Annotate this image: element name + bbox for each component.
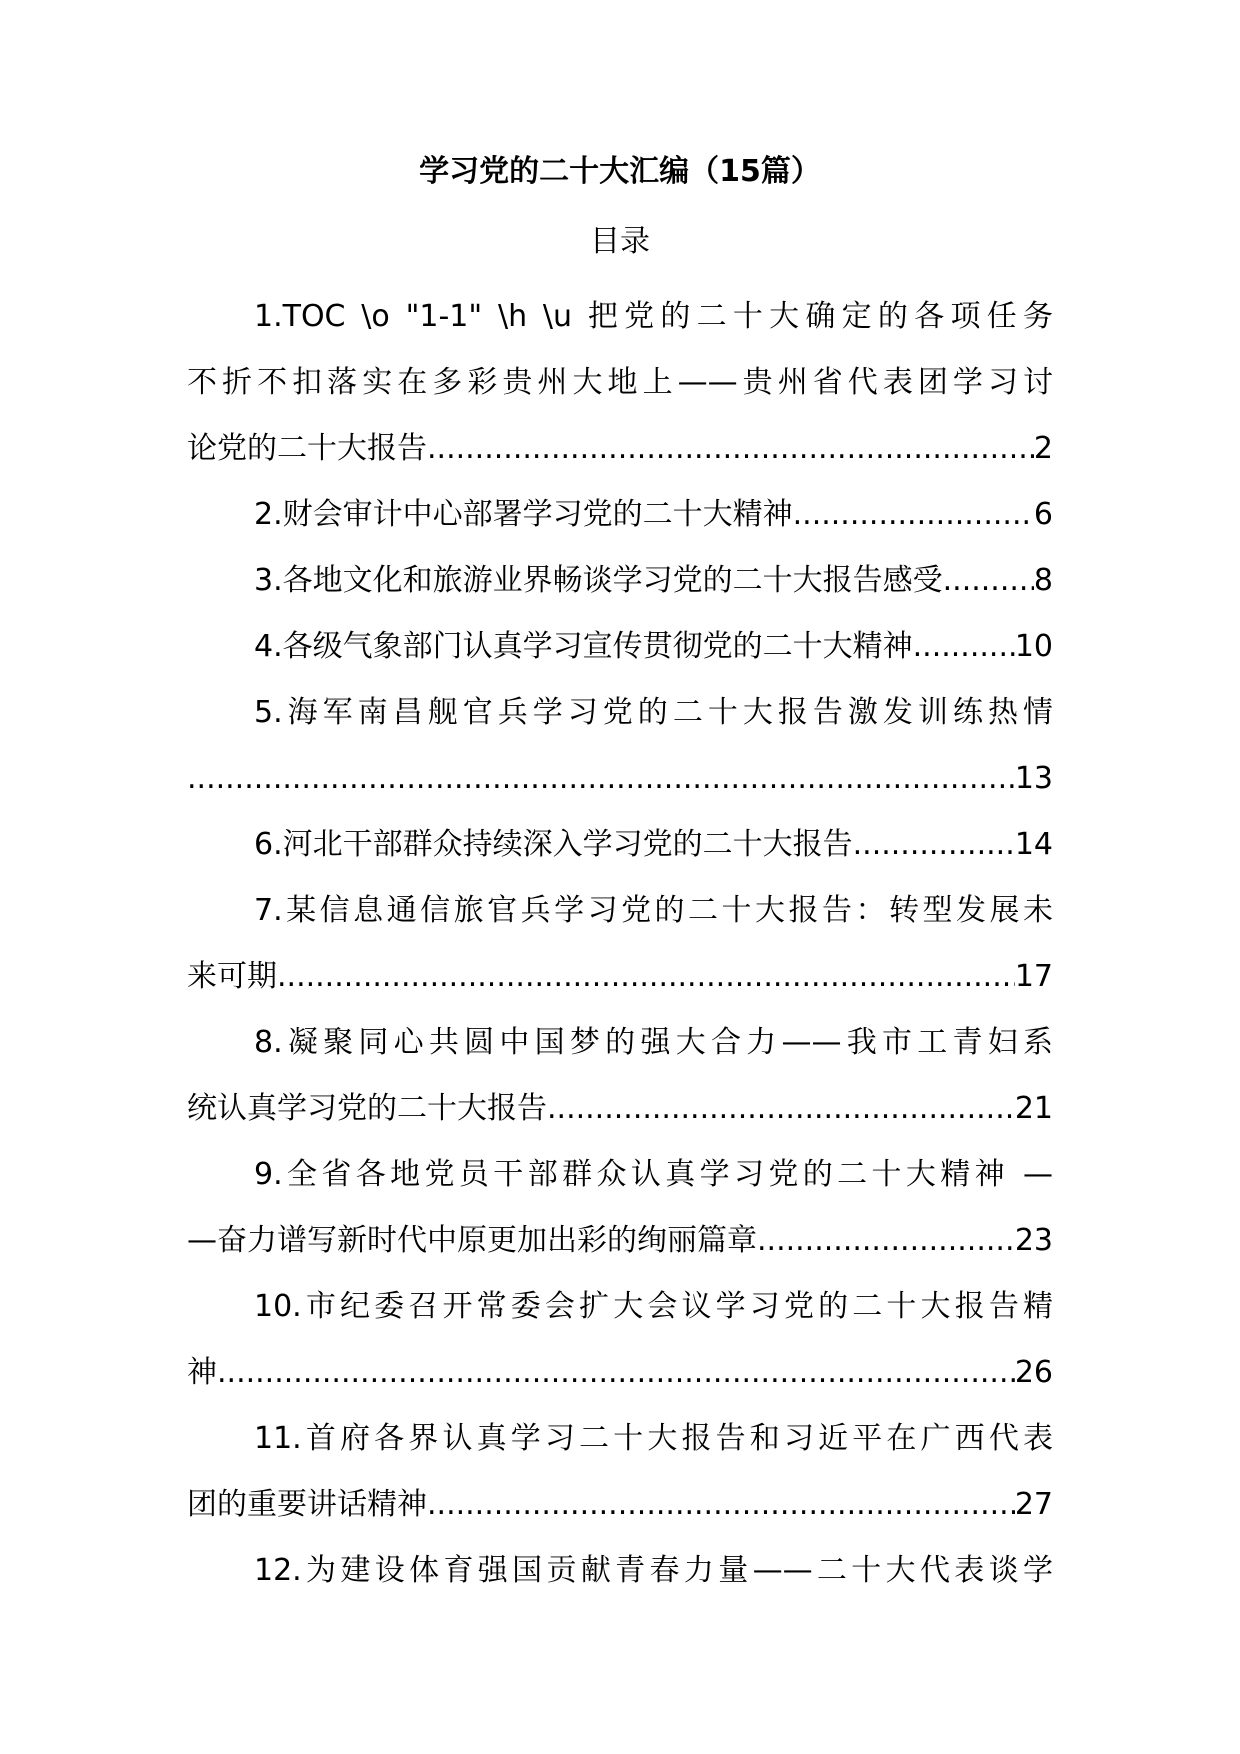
toc-page-number: 14 [1014, 827, 1053, 862]
document-title: 学习党的二十大汇编（15篇） [419, 154, 821, 189]
toc-entry-line: 11.首府各界认真学习二十大报告和习近平在广西代表 [254, 1421, 1053, 1456]
dot-leader [427, 416, 1034, 482]
toc-entry-11[interactable] [187, 1406, 1053, 1538]
toc-entry-line: 12.为建设体育强国贡献青春力量——二十大代表谈学 [254, 1553, 1053, 1588]
toc-entry-text: 3.各地文化和旅游业界畅谈学习党的二十大报告感受 [254, 563, 943, 598]
toc-entry-3[interactable] [187, 548, 1053, 614]
toc-entry-last-line [187, 944, 1053, 1010]
toc-entry-text: 论党的二十大报告 [187, 431, 427, 466]
dot-leader [943, 548, 1034, 614]
toc-entry-last-line [187, 548, 1053, 614]
toc-entry-2[interactable] [187, 482, 1053, 548]
toc-entry-last-line [187, 1076, 1053, 1142]
toc-entry-last-line [187, 1340, 1053, 1406]
toc-entry-last-line [187, 416, 1053, 482]
dot-leader [757, 1208, 1015, 1274]
dot-leader [793, 482, 1034, 548]
toc-page-number: 2 [1033, 431, 1053, 466]
toc-page-number: 10 [1014, 629, 1053, 664]
toc-page-number: 27 [1014, 1487, 1053, 1522]
toc-entry-line: 5.海军南昌舰官兵学习党的二十大报告激发训练热情 [254, 695, 1053, 730]
toc-entry-last-line [187, 1472, 1053, 1538]
toc-entry-4[interactable] [187, 614, 1053, 680]
dot-leader [217, 1340, 1015, 1406]
toc-entry-text: 2.财会审计中心部署学习党的二十大精神 [254, 497, 793, 532]
toc-entry-last-line [187, 746, 1053, 812]
toc-entry-last-line [187, 482, 1053, 548]
toc-page-number: 13 [1014, 761, 1053, 796]
toc-entry-10[interactable] [187, 1274, 1053, 1406]
toc-entry-text: 团的重要讲话精神 [187, 1487, 427, 1522]
toc-entry-text: 4.各级气象部门认真学习宣传贯彻党的二十大精神 [254, 629, 913, 664]
toc-page-number: 8 [1033, 563, 1053, 598]
toc-entry-text: 统认真学习党的二十大报告 [187, 1091, 547, 1126]
dot-leader [427, 1472, 1015, 1538]
table-of-contents [187, 284, 1053, 1604]
dot-leader [187, 746, 1015, 812]
toc-entry-line: 7.某信息通信旅官兵学习党的二十大报告：转型发展未 [254, 893, 1053, 928]
toc-entry-8[interactable] [187, 1010, 1053, 1142]
toc-entry-line: 1.TOC \o "1-1" \h \u 把党的二十大确定的各项任务 [254, 299, 1053, 334]
toc-entry-line: 不折不扣落实在多彩贵州大地上——贵州省代表团学习讨 [187, 365, 1053, 400]
toc-entry-text: 神 [187, 1355, 217, 1390]
toc-entry-last-line [187, 812, 1053, 878]
toc-entry-6[interactable] [187, 812, 1053, 878]
toc-page-number: 21 [1014, 1091, 1053, 1126]
toc-entry-1[interactable] [187, 284, 1053, 482]
toc-entry-text: —奋力谱写新时代中原更加出彩的绚丽篇章 [187, 1223, 757, 1258]
dot-leader [277, 944, 1015, 1010]
dot-leader [547, 1076, 1015, 1142]
toc-heading: 目录 [590, 224, 650, 259]
dot-leader [853, 812, 1015, 878]
dot-leader [913, 614, 1015, 680]
toc-entry-line: 8.凝聚同心共圆中国梦的强大合力——我市工青妇系 [254, 1025, 1053, 1060]
toc-entry-line: 10.市纪委召开常委会扩大会议学习党的二十大报告精 [254, 1289, 1053, 1324]
toc-entry-7[interactable] [187, 878, 1053, 1010]
toc-entry-12[interactable] [187, 1538, 1053, 1604]
toc-entry-5[interactable] [187, 680, 1053, 812]
toc-entry-last-line [187, 1208, 1053, 1274]
toc-entry-9[interactable] [187, 1142, 1053, 1274]
toc-page-number: 6 [1033, 497, 1053, 532]
toc-entry-last-line [187, 614, 1053, 680]
toc-page-number: 17 [1014, 959, 1053, 994]
toc-entry-text: 来可期 [187, 959, 277, 994]
toc-entry-line: 9.全省各地党员干部群众认真学习党的二十大精神 — [254, 1157, 1053, 1192]
toc-page-number: 26 [1014, 1355, 1053, 1390]
toc-entry-text: 6.河北干部群众持续深入学习党的二十大报告 [254, 827, 853, 862]
toc-page-number: 23 [1014, 1223, 1053, 1258]
